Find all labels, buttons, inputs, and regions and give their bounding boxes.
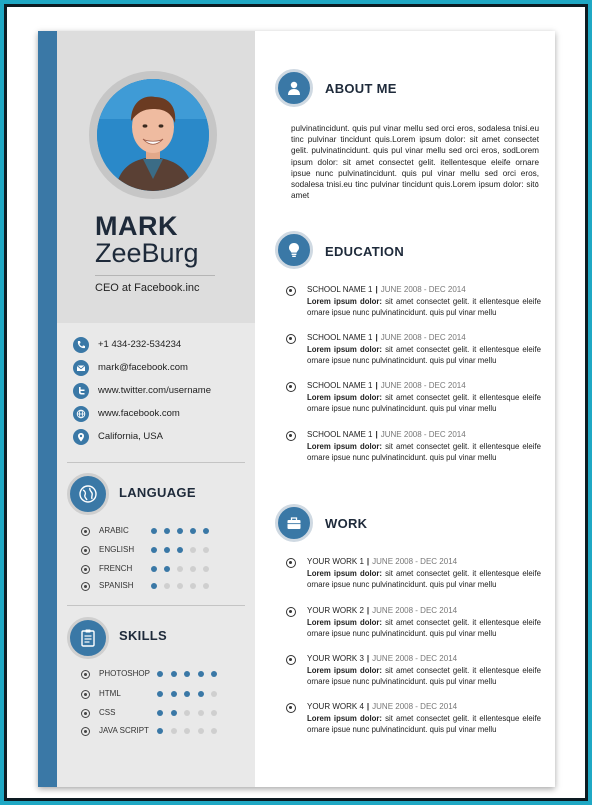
language-label: ENGLISH bbox=[99, 545, 135, 554]
entry-header bbox=[307, 333, 466, 342]
entry-header bbox=[307, 702, 457, 711]
entry-bullet bbox=[286, 382, 296, 392]
sidebar-divider bbox=[67, 605, 245, 606]
contact-website-text[interactable]: www.facebook.com bbox=[98, 408, 180, 419]
skill-label: HTML bbox=[99, 689, 121, 698]
job-title: CEO at Facebook.inc bbox=[95, 282, 200, 294]
phone-icon bbox=[73, 337, 89, 353]
entry-description bbox=[307, 392, 541, 414]
rating-dot-filled bbox=[157, 671, 163, 677]
entry-lead: Lorem ipsum dolor: bbox=[307, 714, 383, 723]
contact-phone-text: +1 434-232-534234 bbox=[98, 339, 182, 350]
education-section-icon bbox=[275, 231, 313, 269]
skill-label: PHOTOSHOP bbox=[99, 669, 150, 678]
contact-twitter-text[interactable]: www.twitter.com/username bbox=[98, 385, 211, 396]
entry-header bbox=[307, 557, 457, 566]
last-name: ZeeBurg bbox=[95, 238, 199, 268]
rating-dot-filled bbox=[198, 671, 204, 677]
entry-lead: Lorem ipsum dolor: bbox=[307, 618, 383, 627]
language-bullet bbox=[81, 527, 90, 536]
entry-separator: | bbox=[375, 430, 378, 439]
entry-name: YOUR WORK 4 bbox=[307, 702, 364, 711]
entry-description bbox=[307, 296, 541, 318]
entry-bullet bbox=[286, 558, 296, 568]
language-row bbox=[81, 525, 251, 539]
skill-bullet bbox=[81, 690, 90, 699]
profile-photo bbox=[97, 79, 209, 191]
rating-dot-filled bbox=[164, 528, 170, 534]
education-heading: EDUCATION bbox=[325, 244, 405, 259]
entry-date: JUNE 2008 - DEC 2014 bbox=[372, 557, 458, 566]
rating-dot-filled bbox=[151, 547, 157, 553]
resume-document bbox=[38, 31, 555, 787]
rating-dot-empty bbox=[211, 728, 217, 734]
entry-text: sit amet consectet gelit. it ellentesque eleife ornare ipsue nunc pulvinatincidunt. quis pul vinar mellu bbox=[307, 393, 541, 413]
sidebar-divider bbox=[67, 462, 245, 463]
contact-website bbox=[73, 406, 253, 424]
contact-location bbox=[73, 429, 253, 447]
twitter-icon bbox=[73, 383, 89, 399]
sidebar bbox=[57, 31, 255, 787]
entry-date: JUNE 2008 - DEC 2014 bbox=[380, 430, 466, 439]
rating-dot-filled bbox=[151, 583, 157, 589]
entry-text: sit amet consectet gelit. it ellentesque eleife ornare ipsue nunc pulvinatincidunt. quis pul vinar mellu bbox=[307, 714, 541, 734]
mail-icon bbox=[73, 360, 89, 376]
language-bullet bbox=[81, 565, 90, 574]
work-heading: WORK bbox=[325, 516, 368, 531]
rating-dot-filled bbox=[157, 710, 163, 716]
entry-description bbox=[307, 344, 541, 366]
rating-dot-empty bbox=[177, 566, 183, 572]
entry-description bbox=[307, 617, 541, 639]
entry-lead: Lorem ipsum dolor: bbox=[307, 345, 383, 354]
rating-dot-filled bbox=[164, 547, 170, 553]
entry-name: YOUR WORK 1 bbox=[307, 557, 364, 566]
entry-description bbox=[307, 665, 541, 687]
entry-header bbox=[307, 606, 457, 615]
rating-dot-filled bbox=[203, 528, 209, 534]
location-icon bbox=[73, 429, 89, 445]
rating-dot-empty bbox=[203, 583, 209, 589]
rating-dot-filled bbox=[177, 528, 183, 534]
language-bullet bbox=[81, 546, 90, 555]
language-section-icon bbox=[67, 473, 109, 515]
skill-bullet bbox=[81, 727, 90, 736]
profile-header bbox=[57, 31, 255, 323]
entry-date: JUNE 2008 - DEC 2014 bbox=[372, 702, 458, 711]
skill-row bbox=[81, 668, 251, 682]
entry-header bbox=[307, 654, 457, 663]
entry-name: SCHOOL NAME 1 bbox=[307, 430, 373, 439]
about-section-icon bbox=[275, 69, 313, 107]
entry-text: sit amet consectet gelit. it ellentesque eleife ornare ipsue nunc pulvinatincidunt. quis pul vinar mellu bbox=[307, 569, 541, 589]
entry-separator: | bbox=[366, 702, 370, 711]
entry-header bbox=[307, 381, 466, 390]
entry-lead: Lorem ipsum dolor: bbox=[307, 442, 383, 451]
entry-name: SCHOOL NAME 1 bbox=[307, 333, 373, 342]
entry-lead: Lorem ipsum dolor: bbox=[307, 569, 383, 578]
skills-section-icon bbox=[67, 617, 109, 659]
rating-dot-filled bbox=[151, 566, 157, 572]
entry-lead: Lorem ipsum dolor: bbox=[307, 666, 383, 675]
rating-dot-empty bbox=[171, 728, 177, 734]
skill-bullet bbox=[81, 709, 90, 718]
rating-dot-filled bbox=[171, 710, 177, 716]
language-label: SPANISH bbox=[99, 581, 134, 590]
language-label: FRENCH bbox=[99, 564, 133, 573]
language-bullet bbox=[81, 582, 90, 591]
rating-dot-filled bbox=[184, 691, 190, 697]
rating-dot-empty bbox=[184, 728, 190, 734]
entry-lead: Lorem ipsum dolor: bbox=[307, 297, 383, 306]
rating-dot-filled bbox=[184, 671, 190, 677]
rating-dot-filled bbox=[164, 566, 170, 572]
language-row bbox=[81, 563, 251, 577]
entry-bullet bbox=[286, 703, 296, 713]
entry-separator: | bbox=[366, 606, 370, 615]
accent-stripe bbox=[38, 31, 57, 787]
entry-description bbox=[307, 713, 541, 735]
entry-header bbox=[307, 285, 466, 294]
entry-date: JUNE 2008 - DEC 2014 bbox=[372, 606, 458, 615]
rating-dot-filled bbox=[157, 728, 163, 734]
name-divider bbox=[95, 275, 215, 276]
entry-text: sit amet consectet gelit. it ellentesque eleife ornare ipsue nunc pulvinatincidunt. quis pul vinar mellu bbox=[307, 345, 541, 365]
rating-dot-empty bbox=[198, 728, 204, 734]
rating-dot-empty bbox=[177, 583, 183, 589]
entry-bullet bbox=[286, 655, 296, 665]
entry-date: JUNE 2008 - DEC 2014 bbox=[372, 654, 458, 663]
entry-date: JUNE 2008 - DEC 2014 bbox=[380, 285, 466, 294]
entry-header bbox=[307, 430, 466, 439]
globe-icon bbox=[73, 406, 89, 422]
entry-text: sit amet consectet gelit. it ellentesque eleife ornare ipsue nunc pulvinatincidunt. quis pul vinar mellu bbox=[307, 442, 541, 462]
entry-date: JUNE 2008 - DEC 2014 bbox=[380, 381, 466, 390]
skill-row bbox=[81, 707, 251, 721]
rating-dot-empty bbox=[203, 566, 209, 572]
rating-dot-filled bbox=[211, 671, 217, 677]
skill-row bbox=[81, 725, 251, 739]
rating-dot-empty bbox=[203, 547, 209, 553]
entry-date: JUNE 2008 - DEC 2014 bbox=[380, 333, 466, 342]
contact-email-text[interactable]: mark@facebook.com bbox=[98, 362, 188, 373]
rating-dot-filled bbox=[151, 528, 157, 534]
rating-dot-empty bbox=[184, 710, 190, 716]
rating-dot-empty bbox=[164, 583, 170, 589]
skill-row bbox=[81, 688, 251, 702]
entry-separator: | bbox=[375, 333, 378, 342]
entry-name: SCHOOL NAME 1 bbox=[307, 285, 373, 294]
skills-heading: SKILLS bbox=[119, 628, 168, 643]
about-text: pulvinatincidunt. quis pul vinar mellu sed orci eros, sodalesa tnisi.eu tinc pulvinar tincidunt quis.Lorem ipsum dolor: sit amet consectet gelit. pulvinatincidunt. quis pul vinar mellu sed orci eros, sodLorem ipsum dolor: sit amet consectet gelit. itellentesque eleife ornare ipsue nunc pulvinatincidunt. quis pul vinar mellu sed orci eros, sodalesa tnisi.eu tinc pulvinar tincidunt quis.Lorem ipsum dolor: sit٥ amet bbox=[291, 124, 539, 201]
contact-email bbox=[73, 360, 253, 378]
entry-separator: | bbox=[375, 285, 378, 294]
about-heading: ABOUT ME bbox=[325, 81, 397, 96]
rating-dot-filled bbox=[190, 528, 196, 534]
rating-dot-filled bbox=[177, 547, 183, 553]
language-row bbox=[81, 544, 251, 558]
first-name: MARK bbox=[95, 211, 178, 241]
rating-dot-empty bbox=[190, 583, 196, 589]
work-section-icon bbox=[275, 504, 313, 542]
entry-bullet bbox=[286, 431, 296, 441]
contact-location-text: California, USA bbox=[98, 431, 163, 442]
entry-text: sit amet consectet gelit. it ellentesque eleife ornare ipsue nunc pulvinatincidunt. quis pul vinar mellu bbox=[307, 666, 541, 686]
rating-dot-empty bbox=[211, 691, 217, 697]
entry-description bbox=[307, 441, 541, 463]
entry-lead: Lorem ipsum dolor: bbox=[307, 393, 383, 402]
entry-name: SCHOOL NAME 1 bbox=[307, 381, 373, 390]
language-row bbox=[81, 580, 251, 594]
entry-separator: | bbox=[366, 557, 370, 566]
entry-name: YOUR WORK 2 bbox=[307, 606, 364, 615]
rating-dot-filled bbox=[198, 691, 204, 697]
skill-label: CSS bbox=[99, 708, 116, 717]
rating-dot-empty bbox=[198, 710, 204, 716]
rating-dot-filled bbox=[171, 691, 177, 697]
entry-bullet bbox=[286, 334, 296, 344]
contact-phone bbox=[73, 337, 253, 355]
skill-label: JAVA SCRIPT bbox=[99, 726, 149, 735]
rating-dot-empty bbox=[211, 710, 217, 716]
entry-separator: | bbox=[366, 654, 370, 663]
entry-text: sit amet consectet gelit. it ellentesque eleife ornare ipsue nunc pulvinatincidunt. quis pul vinar mellu bbox=[307, 297, 541, 317]
rating-dot-filled bbox=[171, 671, 177, 677]
profile-photo-ring bbox=[89, 71, 217, 199]
entry-name: YOUR WORK 3 bbox=[307, 654, 364, 663]
rating-dot-empty bbox=[190, 547, 196, 553]
entry-bullet bbox=[286, 607, 296, 617]
language-heading: LANGUAGE bbox=[119, 485, 196, 500]
entry-description bbox=[307, 568, 541, 590]
skill-bullet bbox=[81, 670, 90, 679]
entry-bullet bbox=[286, 286, 296, 296]
rating-dot-filled bbox=[157, 691, 163, 697]
entry-text: sit amet consectet gelit. it ellentesque eleife ornare ipsue nunc pulvinatincidunt. quis pul vinar mellu bbox=[307, 618, 541, 638]
entry-separator: | bbox=[375, 381, 378, 390]
contact-twitter bbox=[73, 383, 253, 401]
language-label: ARABIC bbox=[99, 526, 129, 535]
rating-dot-empty bbox=[190, 566, 196, 572]
